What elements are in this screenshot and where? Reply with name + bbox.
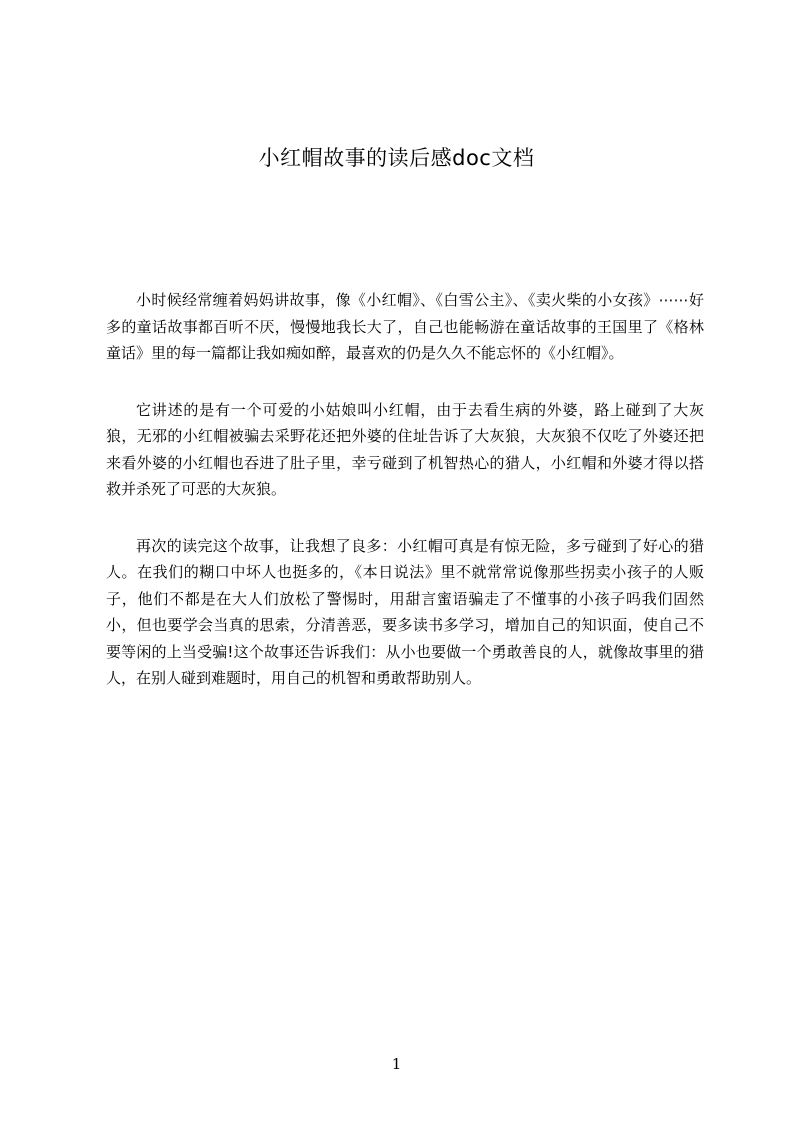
document-body — [106, 287, 704, 722]
paragraph-1: 小时候经常缠着妈妈讲故事，像《小红帽》、《白雪公主》、《卖火柴的小女孩》⋯⋯好多的童话故事都百听不厌，慢慢地我长大了，自己也能畅游在童话故事的王国里了《格林童话》里的每一篇都让我如痴如醉，最喜欢的仍是久久不能忘怀的《小红帽》。 — [106, 291, 704, 362]
document-title: 小红帽故事的读后感doc文档 — [258, 146, 535, 170]
paragraph-2: 它讲述的是有一个可爱的小姑娘叫小红帽，由于去看生病的外婆，路上碰到了大灰狼，无邪的小红帽被骗去采野花还把外婆的住址告诉了大灰狼，大灰狼不仅吃了外婆还把来看外婆的小红帽也吞进了肚子里，幸亏碰到了机智热心的猎人，小红帽和外婆才得以搭救并杀死了可恶的大灰狼。 — [106, 400, 704, 498]
page-number: 1 — [391, 1055, 402, 1073]
paragraph-3: 再次的读完这个故事，让我想了良多：小红帽可真是有惊无险，多亏碰到了好心的猎人。在我们的糊口中坏人也挺多的，《本日说法》里不就常常说像那些拐卖小孩子的人贩子，他们不都是在大人们放松了警惕时，用甜言蜜语骗走了不懂事的小孩子吗我们固然小，但也要学会当真的思索，分清善恶，要多读书多学习，增加自己的知识面，使自己不要等闲的上当受骗!这个故事还告诉我们：从小也要做一个勇敢善良的人，就像故事里的猎人，在别人碰到难题时，用自己的机智和勇敢帮助别人。 — [106, 536, 704, 687]
